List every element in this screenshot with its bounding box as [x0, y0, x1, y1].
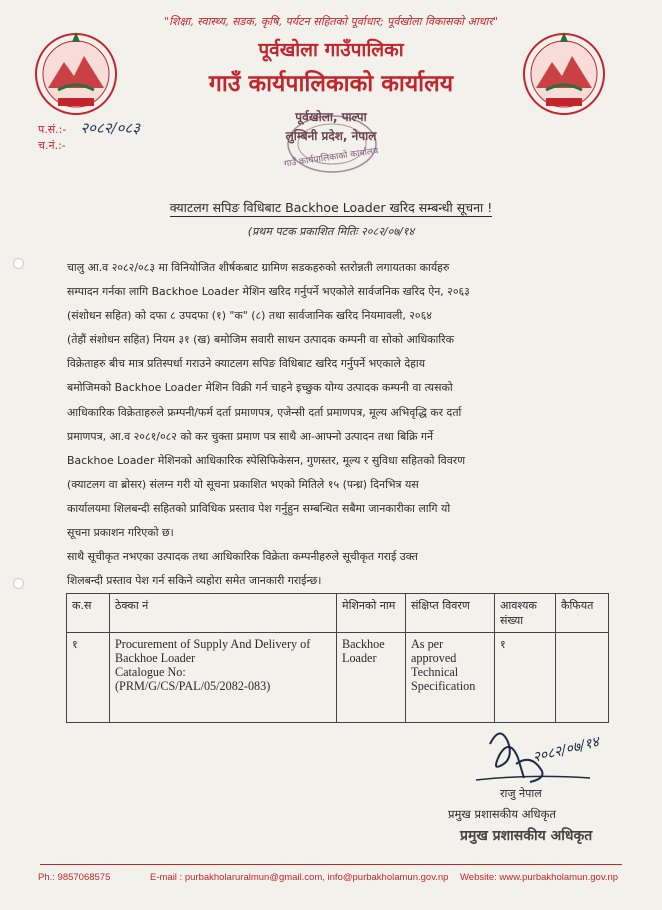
ref-value: २०८२/०८३	[80, 119, 141, 137]
col-header: आवश्यक संख्या	[495, 594, 556, 633]
nepal-emblem-icon	[516, 28, 612, 120]
col-header: संक्षिप्त विवरण	[406, 594, 495, 633]
footer-phone: Ph.: 9857068575	[38, 872, 111, 883]
col-header: कैफियत	[556, 594, 609, 633]
footer-email: E-mail : purbakholaruralmun@gmail.com, info@purbakholamun.gov.np	[150, 872, 449, 883]
address-line1: पूर्वखोला, पाल्पा	[295, 110, 367, 124]
body-line: शिलबन्दी प्रस्ताव पेश गर्न सकिने व्यहोरा समेत जानकारी गराईन्छ।	[67, 574, 322, 588]
nepal-emblem-icon	[28, 28, 124, 120]
binder-hole	[13, 578, 24, 589]
notice-body	[67, 256, 604, 593]
cell-contract: Procurement of Supply And Delivery of Backhoe Loader Catalogue No: (PRM/G/CS/PAL/05/2082-083)	[110, 633, 337, 723]
tagline: "शिक्षा, स्वास्थ्य, सडक, कृषि, पर्यटन सहितको पूर्वाधार; पूर्वखोला विकासको आधार"	[164, 15, 498, 28]
cell-machine: Backhoe Loader	[337, 633, 406, 723]
cell-remarks	[556, 633, 609, 723]
cell-quantity: १	[495, 633, 556, 723]
office-name: गाउँ कार्यपालिकाको कार्यालय	[208, 71, 454, 97]
reference-number	[38, 118, 140, 138]
body-line: बमोजिमको Backhoe Loader मेशिन विक्री गर्न चाहने इच्छुक योग्य उत्पादक कम्पनी वा त्यसको	[67, 381, 453, 395]
col-header: ठेक्का नं	[110, 594, 337, 633]
body-line: आधिकारिक विक्रेताहरुले फ्रम्पनी/फर्म दर्ता प्रमाणपत्र, एजेन्सी दर्ता प्रमाणपत्र, मूल्य अभिवृद्धि कर दर्ता	[67, 405, 462, 419]
ref-label: प.सं.:-	[38, 123, 67, 136]
cell-sn: १	[67, 633, 110, 723]
dispatch-label: च.नं.:-	[38, 139, 66, 152]
footer-divider	[40, 864, 622, 865]
dispatch-number	[38, 138, 66, 153]
body-line: सूचना प्रकाशन गरिएको छ।	[67, 526, 174, 540]
body-line: कार्यालयमा शिलबन्दी सहितको प्राविधिक प्रस्ताव पेश गर्नुहुन सम्बन्धित सबैमा जानकारीका लागि यो	[67, 501, 451, 515]
notice-title: क्याटलग सपिङ विधिबाट Backhoe Loader खरिद सम्बन्धी सूचना !	[169, 200, 493, 215]
body-line: (क्याटलग वा ब्रोसर) संलग्न गरी यो सूचना प्रकाशित भएको मितिले १५ (पन्ध्र) दिनभित्र यस	[67, 477, 419, 491]
signature-date: २०८२/०७/१४	[531, 734, 601, 766]
table-row	[67, 633, 609, 723]
body-line: (संशोधन सहित) को दफा ८ उपदफा (१) "क" (८) तथा सार्वजानिक खरिद नियमावली, २०६४	[67, 309, 432, 323]
body-line: Backhoe Loader मेशिनको आधिकारिक स्पेसिफिकेसन, गुणस्तर, मूल्य र सुविधा सहितको विवरण	[67, 453, 466, 467]
footer-website: Website: www.purbakholamun.gov.np	[460, 872, 619, 883]
procurement-table	[66, 593, 609, 723]
col-header: मेशिनको नाम	[337, 594, 406, 633]
body-line: (तेहौं संशोधन सहित) नियम ३१ (ख) बमोजिम सवारी साधन उत्पादक कम्पनी वा सोको आधिकारिक	[67, 333, 454, 347]
municipality-name: पूर्वखोला गाउँपालिका	[258, 39, 404, 61]
col-header: क.स	[67, 594, 110, 633]
publish-date-line: (प्रथम पटक प्रकाशित मितिः २०८२/०७/१४	[247, 225, 415, 238]
body-line: चालु आ.व २०८२/०८३ मा विनियोजित शीर्षकबाट ग्रामिण सडकहरुको स्तरोन्नती लगायतका कार्यहरु	[67, 261, 450, 274]
body-line: विक्रेताहरु बीच मात्र प्रतिस्पर्धा गराउने क्याटलग सपिङ विधिबाट खरिद गर्नुपर्ने भएकाले देहाय	[67, 357, 426, 371]
binder-hole	[13, 258, 24, 269]
table-header-row	[67, 594, 609, 633]
stamp-text: गाउँ कार्यपालिकाको कार्यालय	[283, 146, 379, 170]
body-line: सम्पादन गर्नका लागि Backhoe Loader मेशिन खरिद गर्नुपर्ने भएकोले सार्वजनिक खरिद ऐन, २०६३	[67, 285, 470, 299]
signatory-title: प्रमुख प्रशासकीय अधिकृत	[448, 807, 556, 821]
address-line2: लुम्बिनी प्रदेश, नेपाल	[285, 129, 377, 143]
body-line: साथै सूचीकृत नभएका उत्पादक तथा आधिकारिक विक्रेता कम्पनीहरुले सूचीकृत गराई उक्त	[67, 550, 418, 564]
title-stamp: प्रमुख प्रशासकीय अधिकृत	[460, 828, 593, 844]
cell-description: As per approved Technical Specification	[406, 633, 495, 723]
signatory-name: राजु नेपाल	[500, 787, 542, 800]
body-line: प्रमाणपत्र, आ.व २०८१/०८२ को कर चुक्ता प्रमाण पत्र साथै आ-आफ्नो उत्पादन तथा बिक्रि गर्ने	[67, 429, 434, 443]
